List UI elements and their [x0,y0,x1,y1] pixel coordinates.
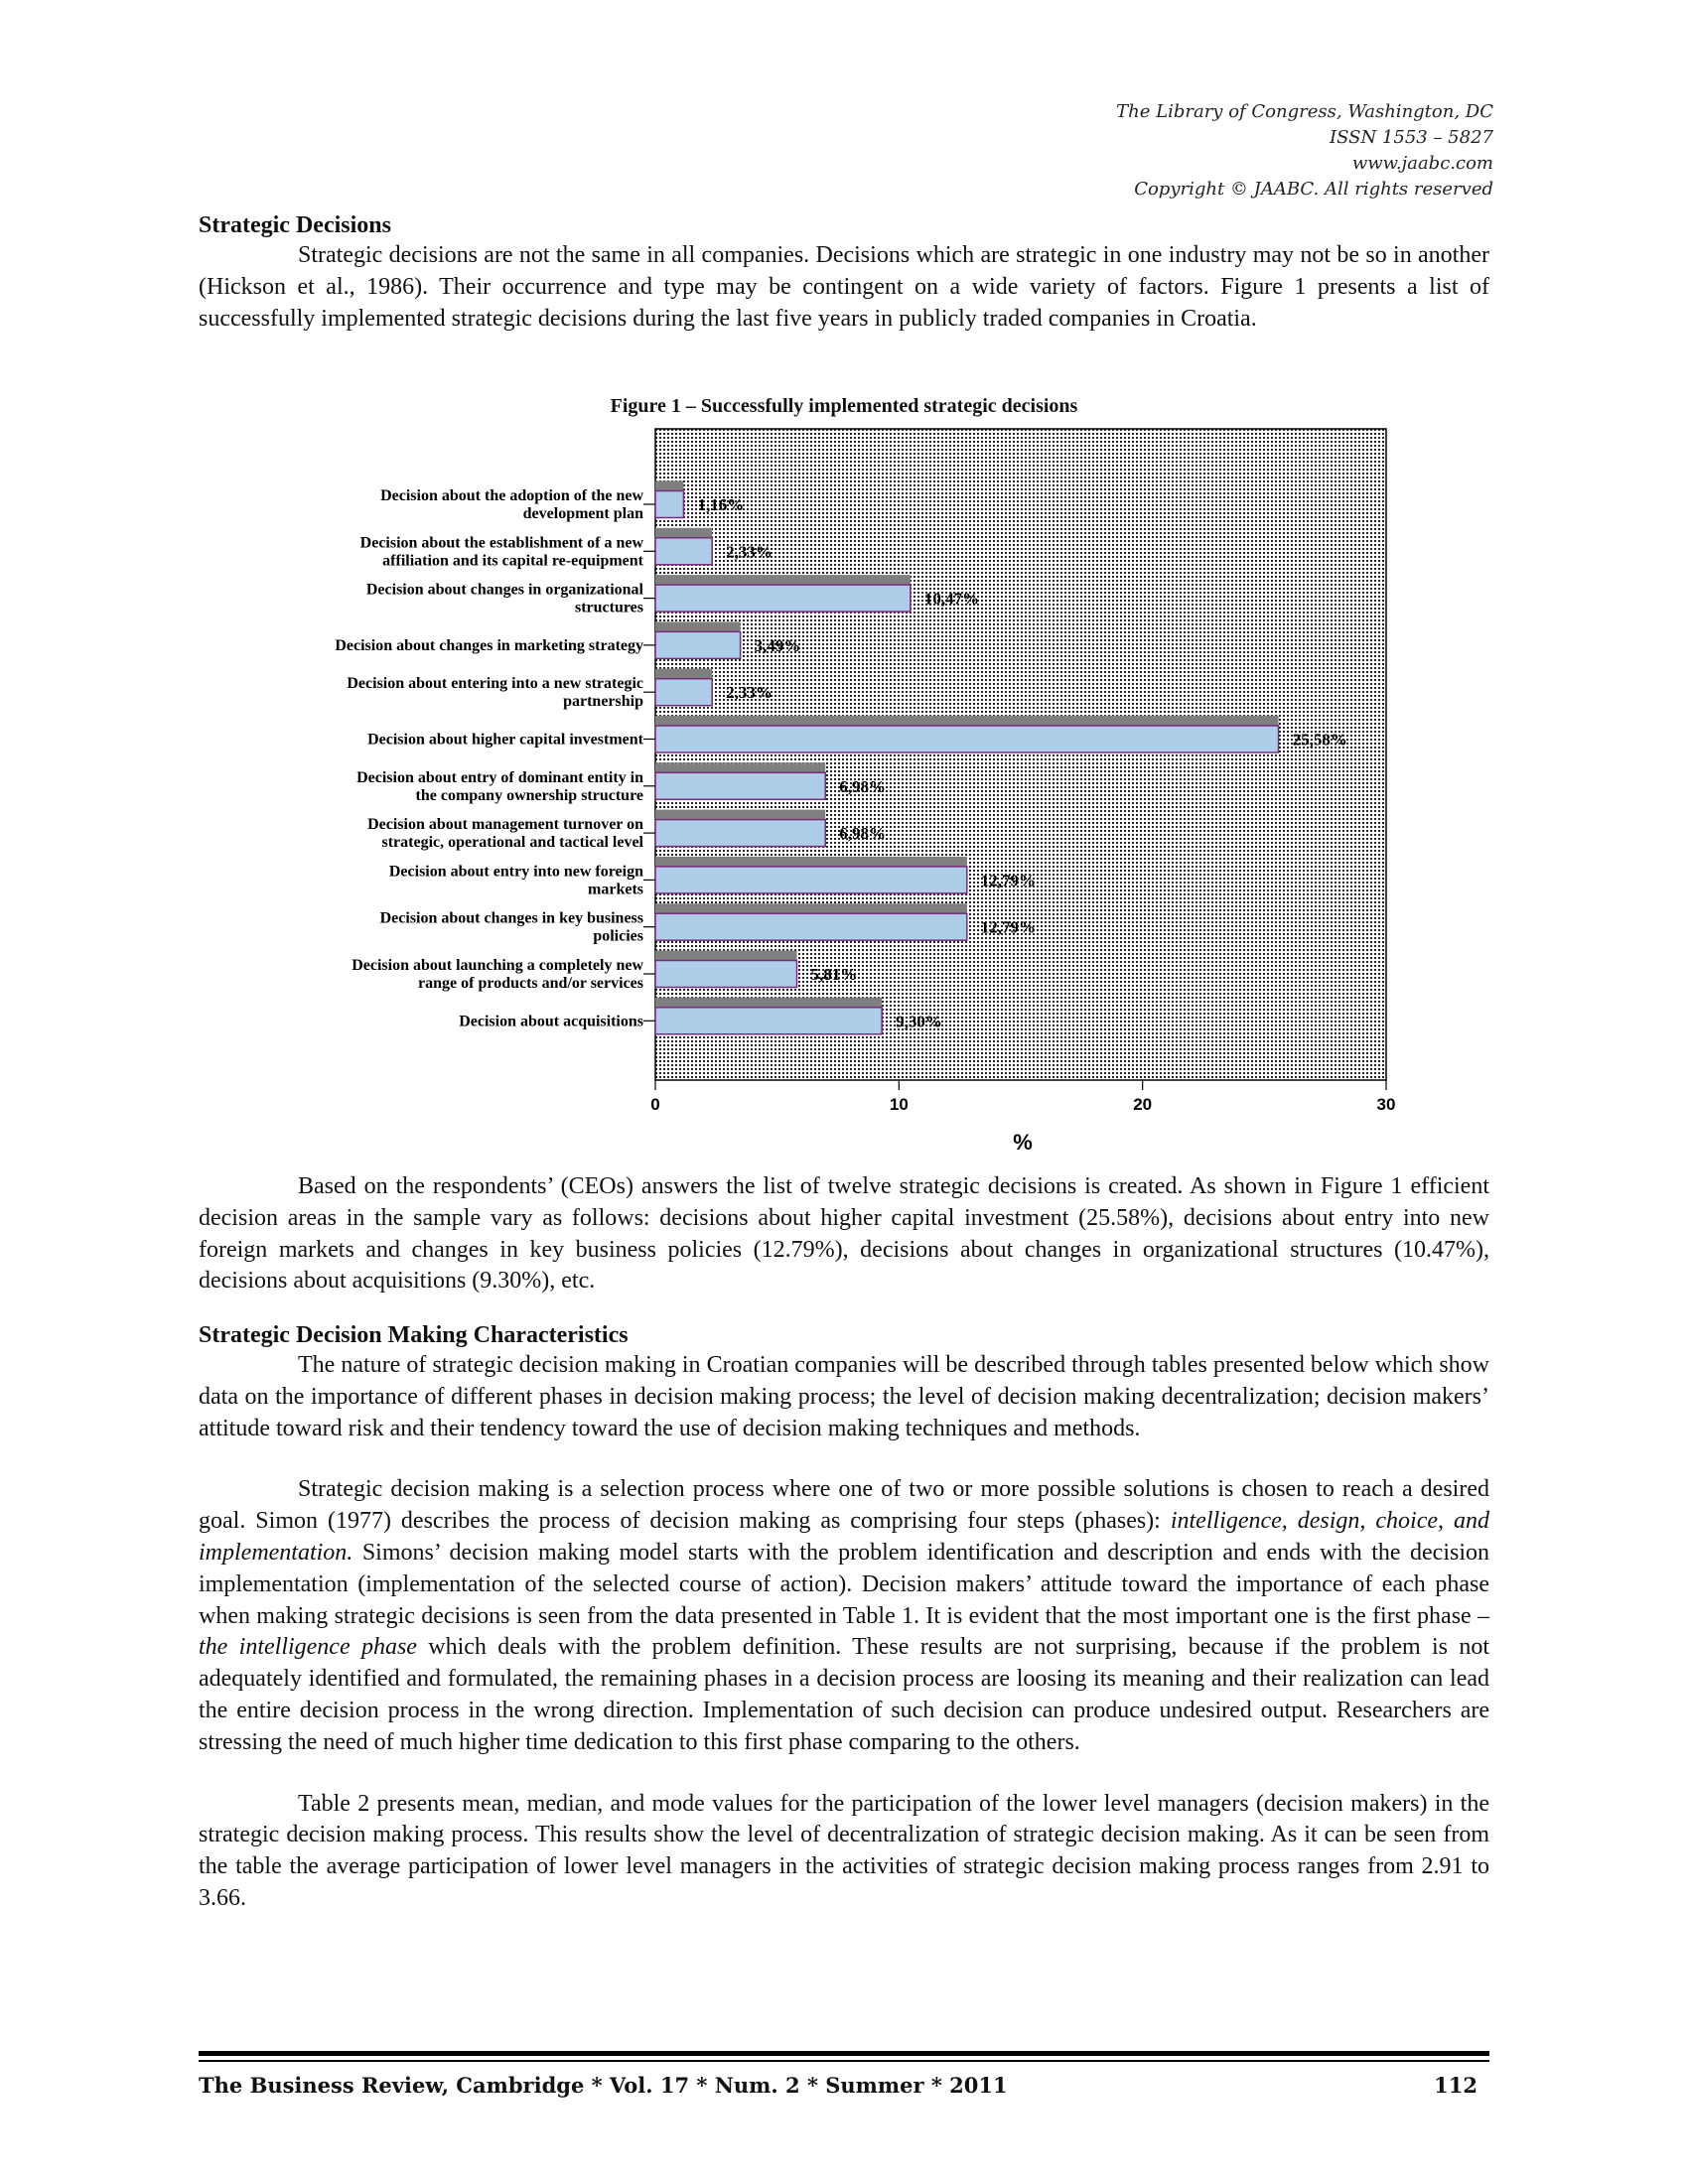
text-run: which deals with the problem definition. These results are not surprising, because if the problem is not adequately identified and formulated, the remaining phases in a decision process are loosing its meaning and their realization can lead the entire decision process in the wrong direction. Implementation of such decision can produce undesired output. Researchers are stressing the need of much higher time dedication to this first phase comparing to the others. [199,1634,1489,1755]
category-label: Decision about higher capital investment [367,731,643,749]
bar [655,913,967,940]
data-label: 5,81% [810,965,858,984]
bar-shadow [655,998,882,1008]
section-strategic-decisions [199,210,1489,335]
bar-shadow [655,810,825,820]
data-label: 6,98% [839,824,886,844]
category-label: policies [593,927,643,945]
header-line-1: The Library of Congress, Washington, DC [1116,101,1493,122]
bar [655,772,825,799]
paragraph: The nature of strategic decision making in Croatian companies will be described through tables presented below which show data on the importance of different phases in decision making process; the level of decision making decentralization; decision makers’ attitude toward risk and their tendency toward the use of decision making techniques and methods. [199,1352,1489,1441]
figure-title: Figure 1 – Successfully implemented strategic decisions [610,395,1078,417]
text-run: Simons’ decision making model starts with the problem identification and description and ends with the decision implementation (implementation of the selected course of action). Decision makers’ attitude toward the importance of each phase when making strategic decisions is seen from the data presented in Table 1. It is evident that the most important one is the first phase – [199,1539,1489,1629]
bar-shadow [655,951,797,961]
data-label: 1,16% [697,495,745,514]
x-tick-label: 30 [1376,1095,1396,1114]
category-label: Decision about entry into new foreign [388,863,643,881]
bar-chart [199,421,1489,1156]
page-number: 112 [1434,2073,1477,2098]
bar [655,631,741,658]
x-axis-label: % [1013,1130,1033,1155]
header-line-4: Copyright © JAABC. All rights reserved [1134,179,1493,200]
data-label: 6,98% [839,776,886,796]
category-label: Decision about management turnover on [367,816,643,834]
data-label: 2,33% [726,683,773,703]
emphasis-intelligence-phase: the intelligence phase [199,1634,417,1661]
bar [655,820,825,847]
data-label: 3,49% [754,635,801,655]
bar-shadow [655,762,825,772]
header-line-2: ISSN 1553 – 5827 [1330,127,1493,148]
footer-rule [199,2051,1489,2056]
bar-shadow [655,528,712,538]
bar [655,585,911,612]
bar [655,867,967,893]
paragraph: Based on the respondents’ (CEOs) answers the list of twelve strategic decisions is created. As shown in Figure 1 efficient decision areas in the sample vary as follows: decisions about higher capital investment (25.58%), decisions about entry into new foreign markets and changes in key business policies (12.79%), decisions about changes in organizational structures (10.47%), decisions about acquisitions (9.30%), etc. [199,1173,1489,1295]
category-label: Decision about the adoption of the new [380,487,643,504]
page-header [1116,99,1493,203]
bar-shadow [655,669,712,679]
bar [655,491,683,518]
bar [655,726,1279,752]
bar-shadow [655,903,967,913]
category-label: Decision about entering into a new strategic [347,675,643,693]
bar [655,679,712,706]
category-label: Decision about changes in organizational [365,581,643,599]
category-label: markets [588,881,643,898]
category-label: Decision about acquisitions [459,1013,643,1030]
bar [655,538,712,565]
category-label: Decision about entry of dominant entity in [356,768,643,786]
category-label: Decision about launching a completely new [352,957,643,974]
data-label: 25,58% [1292,730,1347,750]
bar-shadow [655,857,967,867]
category-label: the company ownership structure [415,786,643,804]
footer-journal: The Business Review, Cambridge * Vol. 17 * Num. 2 * Summer * 2011 [199,2073,1008,2098]
x-tick-label: 0 [650,1095,660,1114]
emphasis-phases: intelligence, design, choice, and implementation. [199,1508,1489,1566]
x-tick-label: 10 [889,1095,909,1114]
data-label: 2,33% [726,542,773,562]
section-results [199,1171,1489,1297]
category-label: partnership [563,693,643,711]
category-label: Decision about changes in key business [379,909,643,927]
data-label: 9,30% [896,1012,942,1031]
bar-shadow [655,716,1279,726]
category-label: development plan [522,505,643,522]
paragraph: Table 2 presents mean, median, and mode values for the participation of the lower level managers (decision makers) in the strategic decision making process. This results show the level of decentralization of strategic decision making. As it can be seen from the table the average participation of lower level managers in the activities of strategic decision making process ranges from 2.91 to 3.66. [199,1790,1489,1911]
paragraph: Strategic decisions are not the same in all companies. Decisions which are strategic in one industry may not be so in another (Hickson et al., 1986). Their occurrence and type may be contingent on a wide variety of factors. Figure 1 presents a list of successfully implemented strategic decisions during the last five years in publicly traded companies in Croatia. [199,242,1489,332]
section-heading: Strategic Decisions [199,212,391,238]
data-label: 12,79% [980,917,1037,937]
category-label: Decision about the establishment of a new [359,534,643,552]
x-tick-label: 20 [1133,1095,1153,1114]
bar-shadow [655,621,741,631]
bar-shadow [655,481,683,491]
section-heading: Strategic Decision Making Characteristics [199,1322,629,1348]
page-footer [199,2073,1477,2098]
data-label: 10,47% [923,589,980,609]
footer-rule [199,2060,1489,2062]
section-characteristics [199,1320,1489,1915]
text-run: Strategic decision making is a selection process where one of two or more possible solutions is chosen to reach a desired goal. Simon (1977) describes the process of decision making as comprising four steps (phases): [199,1476,1489,1535]
bar-shadow [655,575,911,585]
bar [655,961,797,988]
category-label: structures [574,599,643,616]
header-line-3: www.jaabc.com [1351,153,1493,174]
bar [655,1008,882,1034]
category-label: range of products and/or services [418,975,643,992]
category-label: strategic, operational and tactical level [381,834,643,852]
category-label: affiliation and its capital re-equipment [382,552,643,570]
category-label: Decision about changes in marketing strategy [335,636,643,654]
paragraph [199,1474,1489,1758]
data-label: 12,79% [980,871,1037,890]
